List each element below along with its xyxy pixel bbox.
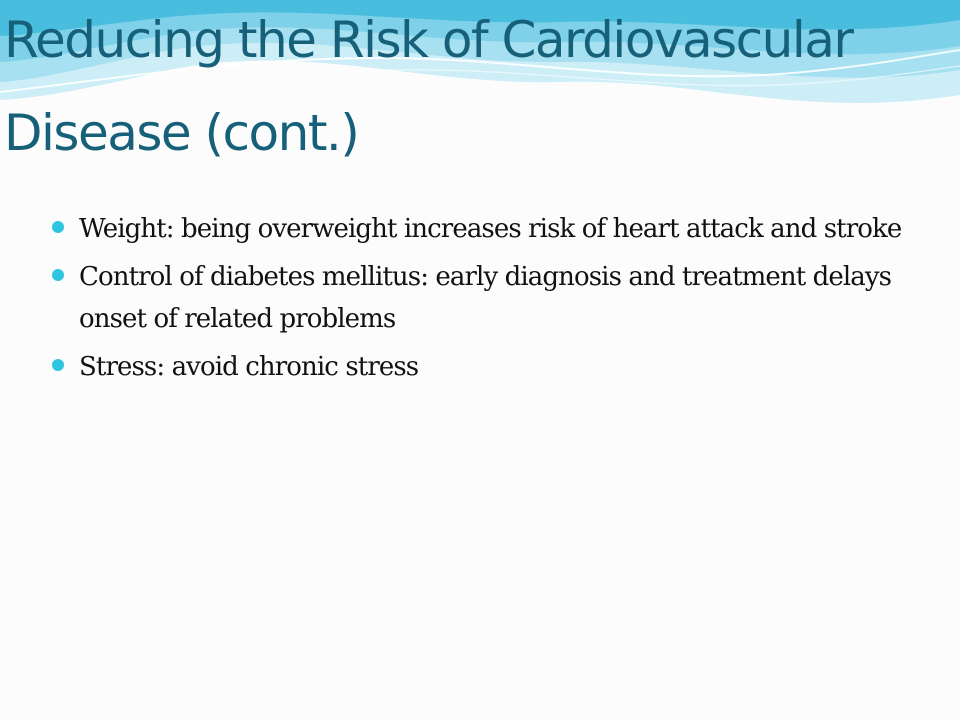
bullet-text: Weight: being overweight increases risk of heart attack and stroke	[79, 214, 902, 244]
bullet-text: Control of diabetes mellitus: early diagnosis and treatment delays onset of related problems	[79, 262, 892, 334]
bullet-dot-icon	[52, 221, 64, 233]
slide-title-line-1: Reducing the Risk of Cardiovascular	[4, 11, 853, 69]
bullet-item-stress	[52, 346, 912, 388]
bullet-item-diabetes	[52, 256, 912, 340]
slide-title-line-2: Disease (cont.)	[4, 104, 359, 162]
bullet-item-weight	[52, 208, 912, 250]
bullet-list	[52, 208, 912, 394]
slide-title	[4, 0, 960, 180]
bullet-dot-icon	[52, 269, 64, 281]
bullet-dot-icon	[52, 359, 64, 371]
bullet-text: Stress: avoid chronic stress	[79, 352, 419, 382]
